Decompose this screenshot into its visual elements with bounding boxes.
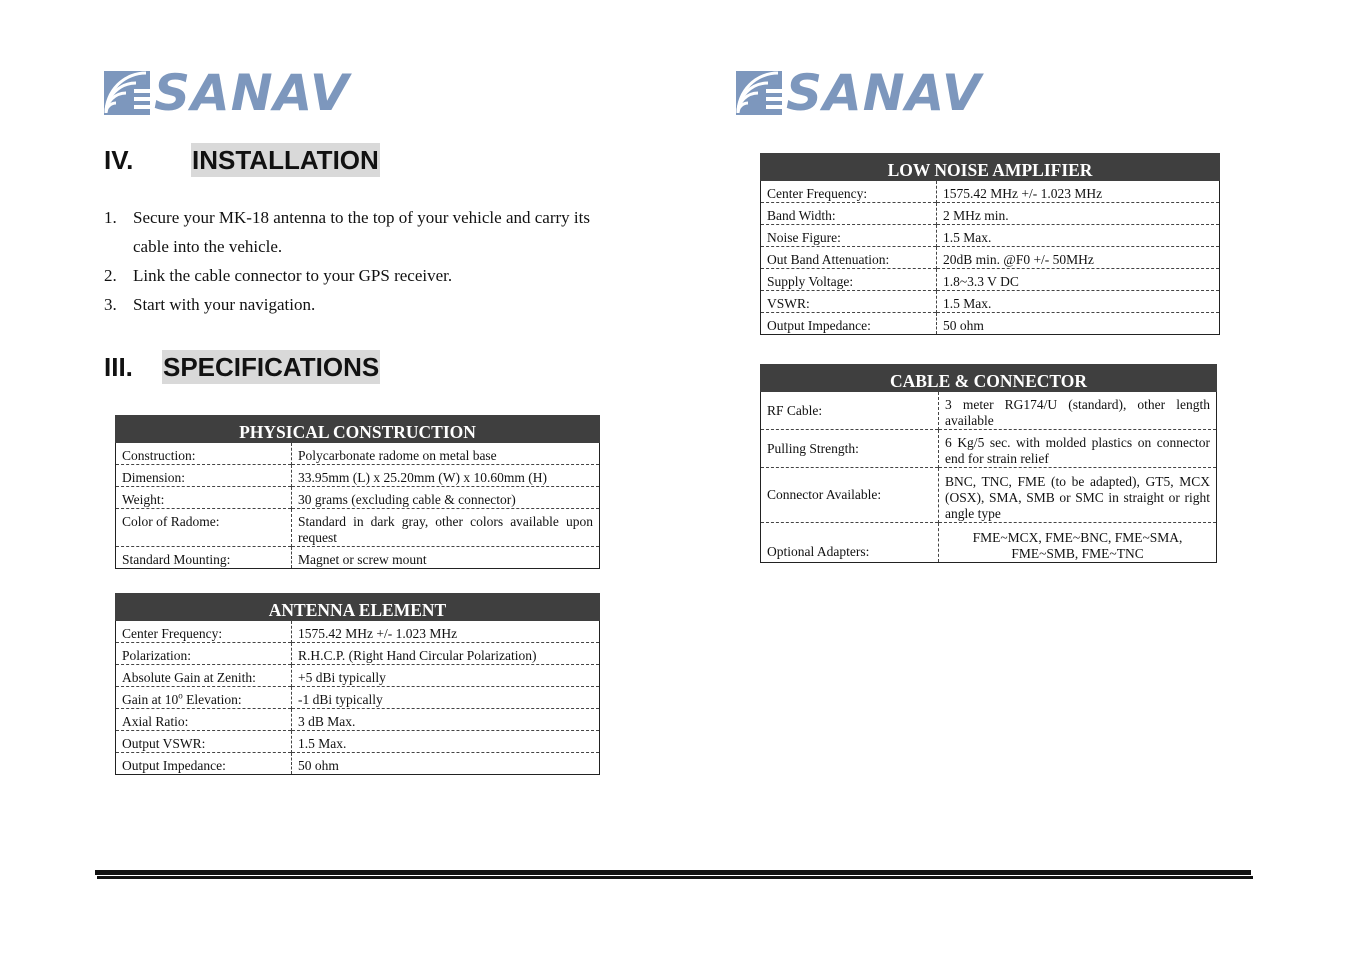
- logo-wordmark: SANAV: [154, 64, 350, 122]
- table-row: Pulling Strength: 6 Kg/5 sec. with molded plastics on connector end for strain relief: [761, 430, 1217, 468]
- table-row: Band Width: 2 MHz min.: [761, 203, 1220, 225]
- low-noise-amplifier-table: [760, 153, 1220, 335]
- table-row: Noise Figure: 1.5 Max.: [761, 225, 1220, 247]
- table-row: Construction: Polycarbonate radome on metal base: [116, 443, 600, 465]
- table-row: RF Cable: 3 meter RG174/U (standard), other length available: [761, 392, 1217, 430]
- table-row: Output Impedance: 50 ohm: [116, 753, 600, 775]
- table-row: VSWR: 1.5 Max.: [761, 291, 1220, 313]
- specifications-heading: [104, 354, 380, 380]
- table-row: Color of Radome: Standard in dark gray, other colors available upon request: [116, 509, 600, 547]
- list-item-continuation: cable into the vehicle.: [133, 237, 283, 256]
- sanav-logo-left: [104, 64, 350, 122]
- table-row: Weight: 30 grams (excluding cable & connector): [116, 487, 600, 509]
- physical-construction-table: [115, 415, 600, 569]
- sanav-logo-right: [736, 64, 982, 122]
- table-row: Output VSWR: 1.5 Max.: [116, 731, 600, 753]
- table-title: PHYSICAL CONSTRUCTION: [116, 416, 600, 443]
- section-number: IV.: [104, 145, 134, 175]
- installation-heading: [104, 147, 380, 173]
- list-item: 1. Secure your MK-18 antenna to the top of your vehicle and carry its: [104, 208, 590, 227]
- sanav-logo-icon: [736, 71, 782, 115]
- table-row: Center Frequency: 1575.42 MHz +/- 1.023 MHz: [116, 621, 600, 643]
- antenna-element-table: [115, 593, 600, 775]
- table-title: ANTENNA ELEMENT: [116, 594, 600, 621]
- cable-connector-table: [760, 364, 1217, 563]
- table-title: LOW NOISE AMPLIFIER: [761, 154, 1220, 181]
- table-row: Polarization: R.H.C.P. (Right Hand Circular Polarization): [116, 643, 600, 665]
- section-title: SPECIFICATIONS: [163, 352, 380, 382]
- table-row: Output Impedance: 50 ohm: [761, 313, 1220, 335]
- table-row: Supply Voltage: 1.8~3.3 V DC: [761, 269, 1220, 291]
- table-row: Dimension: 33.95mm (L) x 25.20mm (W) x 10.60mm (H): [116, 465, 600, 487]
- table-row: Gain at 10$^o$ Elevation: -1 dBi typically: [116, 687, 600, 709]
- logo-wordmark: SANAV: [786, 64, 982, 122]
- footer-rule: [95, 870, 1251, 875]
- section-number: III.: [104, 352, 133, 382]
- table-title: CABLE & CONNECTOR: [761, 365, 1217, 392]
- table-row: Center Frequency: 1575.42 MHz +/- 1.023 MHz: [761, 181, 1220, 203]
- table-row: Optional Adapters: FME~MCX, FME~BNC, FME~SMA, FME~SMB, FME~TNC: [761, 523, 1217, 563]
- sanav-logo-icon: [104, 71, 150, 115]
- table-row: Axial Ratio: 3 dB Max.: [116, 709, 600, 731]
- section-title: INSTALLATION: [192, 145, 379, 175]
- table-row: Standard Mounting: Magnet or screw mount: [116, 547, 600, 569]
- table-row: Out Band Attenuation: 20dB min. @F0 +/- 50MHz: [761, 247, 1220, 269]
- footer-rule-shadow: [97, 876, 1253, 879]
- list-item: 3. Start with your navigation.: [104, 295, 316, 314]
- list-item: 2. Link the cable connector to your GPS receiver.: [104, 266, 453, 285]
- table-row: Connector Available: BNC, TNC, FME (to be adapted), GT5, MCX (OSX), SMA, SMB or SMC in straight or right angle type: [761, 468, 1217, 523]
- table-row: Absolute Gain at Zenith: +5 dBi typically: [116, 665, 600, 687]
- installation-steps: [104, 203, 624, 319]
